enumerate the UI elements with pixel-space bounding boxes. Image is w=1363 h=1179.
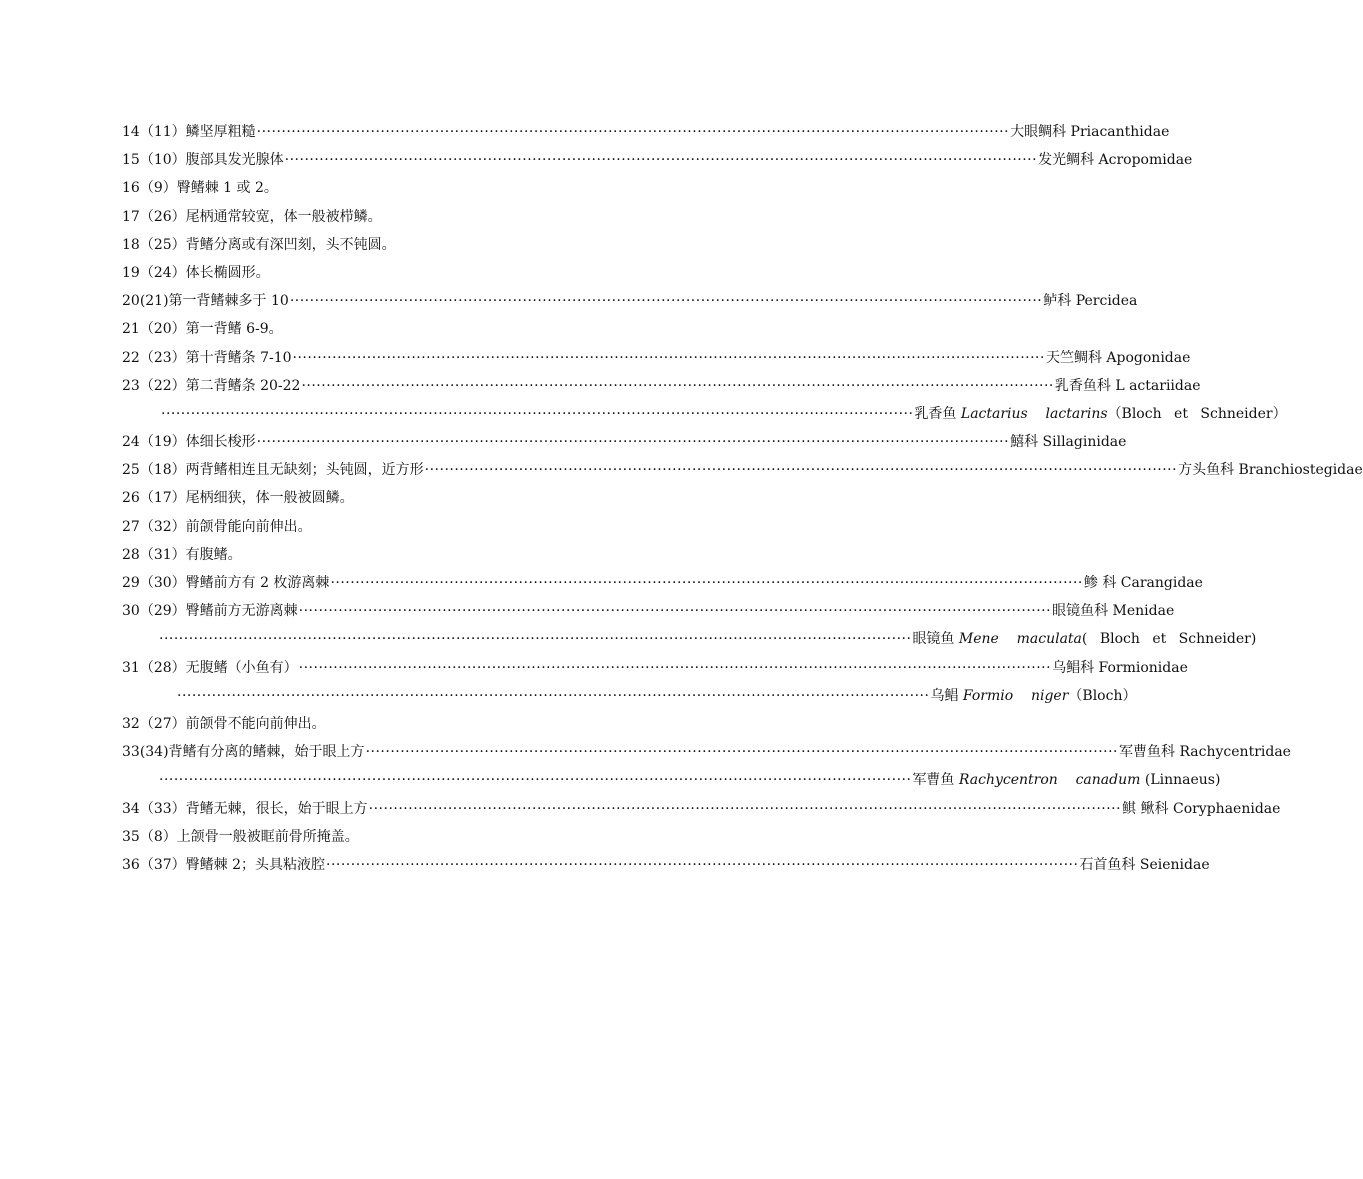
key-line-text: 28（31）有腹鳍。 — [122, 546, 242, 563]
species-epithet: niger — [1030, 687, 1069, 704]
key-line-35 — [122, 823, 745, 851]
key-line-33 — [122, 738, 1291, 766]
key-line-text: 24（19）体细长梭形 — [122, 434, 256, 451]
species-genus: Lactarius — [960, 405, 1028, 422]
species-entry — [930, 682, 1136, 710]
key-line-25 — [122, 456, 1363, 484]
key-line-30 — [122, 597, 1175, 625]
key-text-block — [122, 118, 1363, 879]
family-name: 方头鱼科 Branchiostegidae — [1178, 462, 1363, 479]
key-line-23 — [122, 372, 1201, 400]
family-name: 乌鲳科 Formionidae — [1052, 659, 1188, 676]
dot-leader — [257, 428, 1009, 456]
key-line-text: 16（9）臀鳍棘 1 或 2。 — [122, 180, 278, 197]
dot-leader — [366, 738, 1118, 766]
dot-leader — [159, 766, 911, 794]
species-author: （Bloch） — [1068, 687, 1137, 704]
species-entry — [912, 625, 1256, 653]
key-line-28 — [122, 541, 745, 569]
species-epithet: canadum — [1075, 772, 1141, 789]
key-line-text: 35（8）上颌骨一般被眶前骨所掩盖。 — [122, 828, 359, 845]
key-line-20 — [122, 287, 1138, 315]
key-line-text: 18（25）背鳍分离或有深凹刻，头不钝圆。 — [122, 236, 396, 253]
key-line-14 — [122, 118, 1170, 146]
key-line-text: 26（17）尾柄细狭，体一般被圆鳞。 — [122, 490, 354, 507]
dot-leader — [285, 146, 1037, 174]
key-line-17 — [122, 203, 745, 231]
species-author: （Bloch et Schneider） — [1107, 405, 1287, 422]
family-name: 鱚科 Sillaginidae — [1010, 434, 1127, 451]
family-name: 大眼鲷科 Priacanthidae — [1010, 124, 1170, 140]
key-line-text: 36（37）臀鳍棘 2；头具粘液腔 — [122, 856, 325, 873]
key-line-21 — [122, 315, 745, 343]
dot-leader — [425, 456, 1177, 484]
key-line-text: 22（23）第十背鳍条 7-10 — [122, 349, 292, 366]
dot-leader — [326, 851, 1078, 879]
family-name: 发光鲷科 Acropomidae — [1038, 152, 1193, 169]
family-name: 石首鱼科 Seienidae — [1079, 856, 1210, 873]
species-common-name: 眼镜鱼 — [912, 631, 955, 648]
family-name: 军曹鱼科 Rachycentridae — [1119, 744, 1291, 761]
key-line-32 — [122, 710, 745, 738]
key-line-text: 21（20）第一背鳍 6-9。 — [122, 321, 283, 338]
key-line-text: 14（11）鳞坚厚粗糙 — [122, 124, 256, 140]
dot-leader — [369, 795, 1121, 823]
key-line-29 — [122, 569, 1203, 597]
dot-leader — [290, 287, 1042, 315]
species-author: ( Bloch et Schneider) — [1081, 631, 1257, 648]
family-name: 鲹 科 Carangidae — [1083, 575, 1203, 591]
key-line-24 — [122, 428, 1127, 456]
species-genus: Rachycentron — [958, 772, 1058, 789]
key-line-text: 31（28）无腹鳍（小鱼有） — [122, 659, 298, 676]
dot-leader — [161, 400, 913, 428]
species-epithet: lactarins — [1045, 405, 1108, 422]
dot-leader — [257, 118, 1009, 146]
dot-leader — [301, 372, 1053, 400]
key-line-text: 20(21)第一背鳍棘多于 10 — [122, 293, 289, 310]
species-author: (Linnaeus) — [1140, 772, 1221, 789]
species-entry — [912, 766, 1220, 794]
species-line-formio — [122, 682, 1137, 710]
dot-leader — [330, 569, 1082, 597]
key-line-text: 34（33）背鳍无棘，很长，始于眼上方 — [122, 800, 368, 817]
key-line-19 — [122, 259, 745, 287]
key-line-text: 32（27）前颌骨不能向前伸出。 — [122, 715, 326, 732]
species-line-rachycentron — [122, 766, 1221, 794]
key-line-18 — [122, 231, 745, 259]
key-line-text: 27（32）前颌骨能向前伸出。 — [122, 518, 312, 535]
family-name: 鲯 鳅科 Coryphaenidae — [1122, 800, 1281, 817]
species-genus: Mene — [958, 631, 999, 648]
key-line-text: 19（24）体长椭圆形。 — [122, 264, 270, 281]
species-epithet: maculata — [1016, 631, 1082, 648]
key-line-text: 33(34)背鳍有分离的鳍棘，始于眼上方 — [122, 744, 365, 761]
key-line-22 — [122, 344, 1191, 372]
dot-leader — [293, 344, 1045, 372]
family-name: 乳香鱼科 L actariidae — [1054, 377, 1201, 394]
species-line-lactarius — [122, 400, 1287, 428]
species-line-mene — [122, 625, 1257, 653]
key-line-26 — [122, 484, 745, 512]
key-line-text: 23（22）第二背鳍条 20-22 — [122, 377, 301, 394]
key-line-text: 30（29）臀鳍前方无游离棘 — [122, 603, 298, 620]
dot-leader — [299, 597, 1051, 625]
key-line-text: 17（26）尾柄通常较宽，体一般被栉鳞。 — [122, 208, 382, 225]
key-line-31 — [122, 654, 1188, 682]
species-entry — [914, 400, 1286, 428]
dot-leader — [159, 625, 911, 653]
species-common-name: 乌鲳 — [930, 687, 959, 704]
family-name: 鲈科 Percidea — [1043, 293, 1138, 310]
key-line-text: 15（10）腹部具发光腺体 — [122, 152, 284, 169]
key-line-27 — [122, 513, 745, 541]
family-name: 眼镜鱼科 Menidae — [1052, 603, 1175, 620]
species-genus: Formio — [962, 687, 1014, 704]
key-line-36 — [122, 851, 1210, 879]
key-line-34 — [122, 795, 1281, 823]
family-name: 天竺鲷科 Apogonidae — [1045, 349, 1191, 366]
species-common-name: 军曹鱼 — [912, 772, 955, 789]
key-line-16 — [122, 174, 745, 202]
key-line-text: 25（18）两背鳍相连且无缺刻；头钝圆，近方形 — [122, 462, 424, 479]
key-line-text: 29（30）臀鳍前方有 2 枚游离棘 — [122, 575, 330, 591]
dot-leader — [299, 654, 1051, 682]
dot-leader — [177, 682, 929, 710]
key-line-15 — [122, 146, 1193, 174]
species-common-name: 乳香鱼 — [914, 405, 957, 422]
